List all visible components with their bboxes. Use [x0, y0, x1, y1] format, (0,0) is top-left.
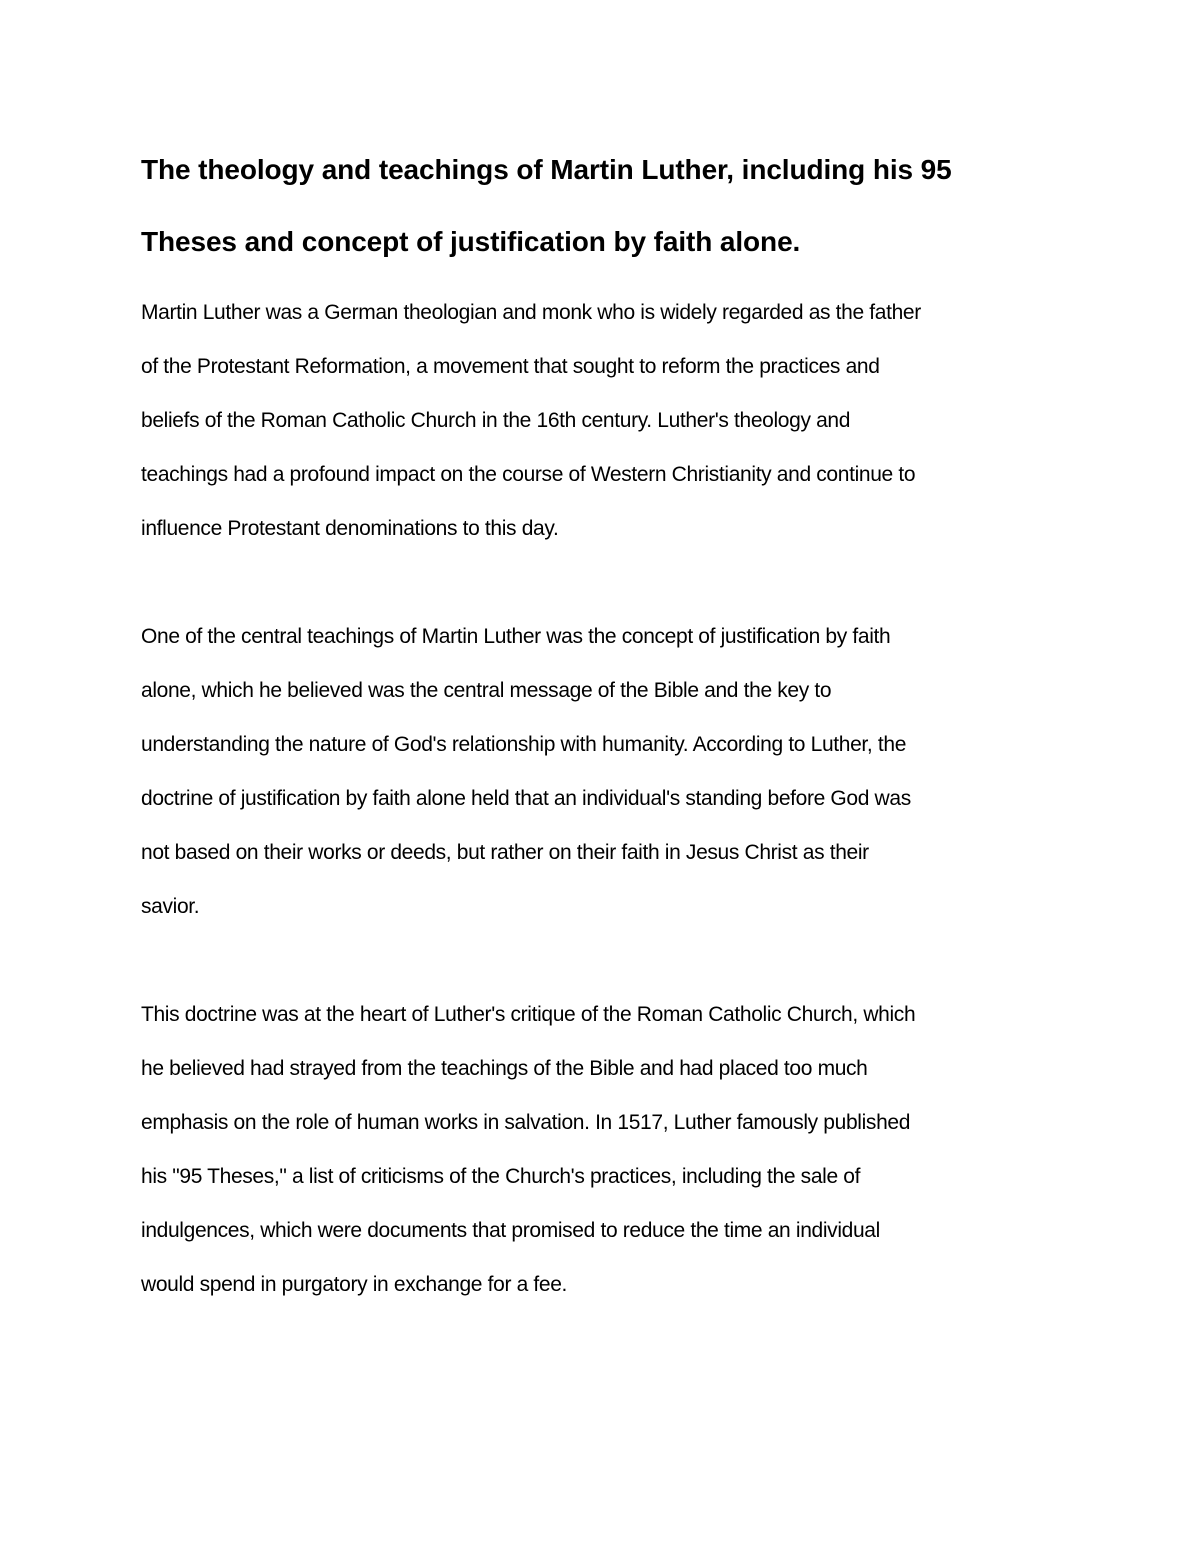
paragraph-1: Martin Luther was a German theologian and monk who is widely regarded as the father of the Protestant Reformation, a movement that sought to reform the practices and beliefs of the Roman Catholic Church in the 16th century. Luther's theology and teachings had a profound impact on the course of Western Christianity and continue to influence Protestant denominations to this day. [141, 301, 921, 540]
document-title: The theology and teachings of Martin Luther, including his 95 Theses and concept of justification by faith alone. [141, 154, 952, 257]
document-body [141, 134, 1066, 1312]
paragraph-2: One of the central teachings of Martin Luther was the concept of justification by faith alone, which he believed was the central message of the Bible and the key to understanding the nature of God's relationship with humanity. According to Luther, the doctrine of justification by faith alone held that an individual's standing before God was not based on their works or deeds, but rather on their faith in Jesus Christ as their savior. [141, 625, 911, 918]
paragraph-3: This doctrine was at the heart of Luther's critique of the Roman Catholic Church, which he believed had strayed from the teachings of the Bible and had placed too much emphasis on the role of human works in salvation. In 1517, Luther famously published his "95 Theses," a list of criticisms of the Church's practices, including the sale of indulgences, which were documents that promised to reduce the time an individual would spend in purgatory in exchange for a fee. [141, 1003, 916, 1296]
